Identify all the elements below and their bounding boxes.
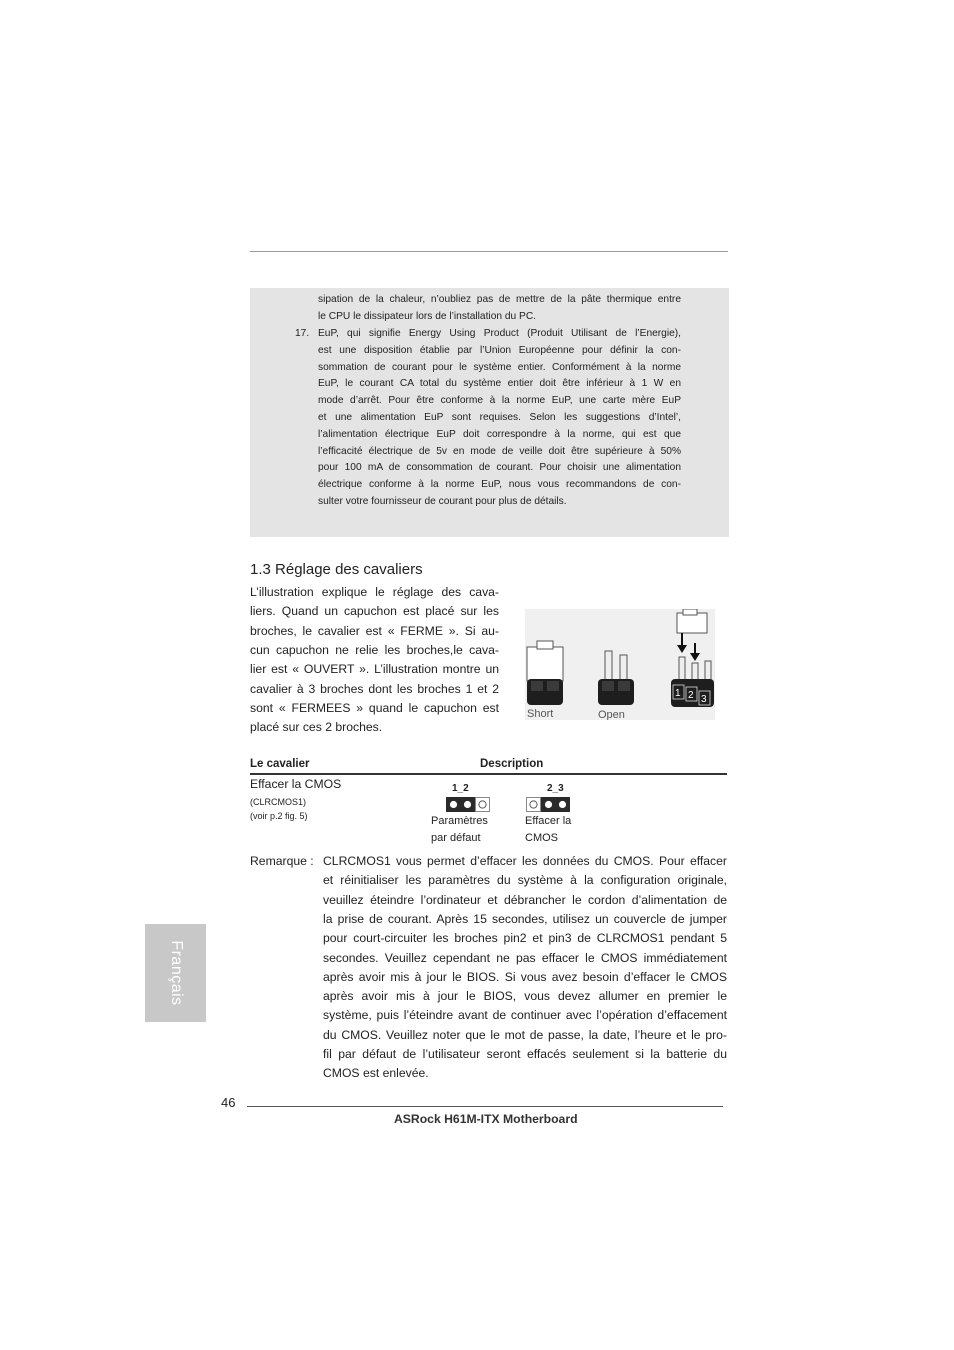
text-line: et réinitialiser les paramètres du système à la configuration originale, xyxy=(323,873,727,888)
text-line: l’alimentation électrique EuP doit correspondre à la norme, qui est que xyxy=(318,428,681,440)
text-line: fil par défaut de l’utilisateur seront effacés seulement si la batterie du xyxy=(323,1047,727,1061)
text-line: pour court-circuiter les broches pin2 et pin3 de CLRCMOS1 pendant 5 xyxy=(323,931,727,946)
option-2-label-line-2: CMOS xyxy=(525,832,558,844)
option-2-label-line-1: Effacer la xyxy=(525,815,572,827)
option-2-pins-label: 2_3 xyxy=(547,783,564,794)
text-line: cavalier à 3 broches dont les broches 1 et 2 xyxy=(250,681,499,696)
page-number: 46 xyxy=(221,1095,236,1110)
text-line: CMOS est enlevée. xyxy=(323,1066,429,1081)
section-title: 1.3 Réglage des cavaliers xyxy=(250,561,423,578)
text-line: CLRCMOS1 vous permet d’effacer les données du CMOS. Pour effacer xyxy=(323,854,727,868)
text-line: EuP, le courant CA total du système entier doit être inférieur à 1 W en xyxy=(318,378,681,390)
text-line: le CPU le dissipateur lors de l’installation du PC. xyxy=(318,310,537,322)
top-rule xyxy=(250,251,728,252)
short-label: Short xyxy=(527,708,554,720)
remark-label: Remarque : xyxy=(250,854,314,868)
open-jumper-icon xyxy=(598,651,634,705)
pins-2-3-closed-icon xyxy=(526,797,570,817)
text-line: et une alimentation EuP sont requises. Selon les suggestions d’Intel’, xyxy=(318,412,681,423)
text-line: système, puis l’éteindre avant de continuer avec l’opération d’effacement xyxy=(323,1008,727,1023)
text-line: l’efficacité électrique de 5v en mode de veille doit être supérieure à 50% xyxy=(318,445,681,457)
table-row-id: (CLRCMOS1) xyxy=(250,797,307,807)
text-line: secondes. Veuillez cependant ne pas effacer le CMOS immédiatement xyxy=(323,950,727,965)
text-line: après avoir mis à jour le BIOS, vous devez allumer en premier le xyxy=(323,989,727,1004)
text-line: cun capuchon ne relie les broches,le cava- xyxy=(250,642,499,657)
table-header-rule xyxy=(250,773,727,775)
text-line: liers. Quand un capuchon est placé sur les xyxy=(250,604,499,619)
open-label: Open xyxy=(598,709,625,720)
text-line: lier est « OUVERT ». L’illustration montre un xyxy=(250,662,499,677)
text-line: sommation de courant pour le système entier. Conformément à la norme xyxy=(318,361,681,373)
jumper-illustration xyxy=(525,609,715,720)
pin-3-label: 3 xyxy=(701,694,707,705)
option-1-pins-label: 1_2 xyxy=(452,783,469,794)
pin-2-label: 2 xyxy=(688,690,694,701)
table-row-name: Effacer la CMOS xyxy=(250,777,342,791)
text-line: du CMOS. Veuillez noter que le mot de passe, la date, l’heure et le pro- xyxy=(323,1027,727,1042)
text-line: broches, le cavalier est « FERME ». Si au- xyxy=(250,623,499,638)
text-line: après avoir mis à jour le BIOS. Si vous avez besoin d’effacer le CMOS xyxy=(323,969,727,984)
text-line: est une disposition établie par l’Union Européenne pour définir la con- xyxy=(318,344,681,356)
footer-rule xyxy=(247,1106,723,1107)
pins-1-2-closed-icon xyxy=(446,797,490,817)
text-line: veuillez éteindre l’ordinateur et débrancher le cordon d’alimentation de xyxy=(323,892,727,907)
footer-product: ASRock H61M-ITX Motherboard xyxy=(394,1112,578,1126)
option-1-label-line-2: par défaut xyxy=(431,832,481,844)
note-item-number: 17. xyxy=(295,328,310,339)
short-jumper-icon xyxy=(527,641,563,705)
language-tab xyxy=(145,924,206,1022)
text-line: mode d’arrêt. Pour être conforme à la norme EuP, une carte mère EuP xyxy=(318,395,681,407)
text-line: pour 100 mA de consommation de courant. Pour choisir une alimentation xyxy=(318,462,681,474)
text-line: placé sur ces 2 broches. xyxy=(250,720,383,735)
table-header-jumper: Le cavalier xyxy=(250,758,310,770)
table-header-description: Description xyxy=(480,758,544,770)
text-line: sipation de la chaleur, n’oubliez pas de mettre de la pâte thermique entre xyxy=(318,294,681,305)
language-tab-label: Français xyxy=(167,940,185,1006)
text-line: sont « FERMEES » quand le capuchon est xyxy=(250,700,499,715)
text-line: sulter votre fournisseur de courant pour plus de détails. xyxy=(318,496,567,507)
text-line: EuP, qui signifie Energy Using Product (Produit Utilisant de l’Energie), xyxy=(318,328,681,339)
table-row-ref: (voir p.2 fig. 5) xyxy=(250,811,308,821)
option-1-label-line-1: Paramètres xyxy=(431,815,488,827)
pin-1-label: 1 xyxy=(675,688,681,699)
text-line: L’illustration explique le réglage des cava- xyxy=(250,585,499,599)
text-line: électrique conforme à la norme EuP, nous vous recommandons de con- xyxy=(318,479,681,491)
text-line: la prise de courant. Après 15 secondes, utilisez un couvercle de jumper xyxy=(323,911,727,926)
